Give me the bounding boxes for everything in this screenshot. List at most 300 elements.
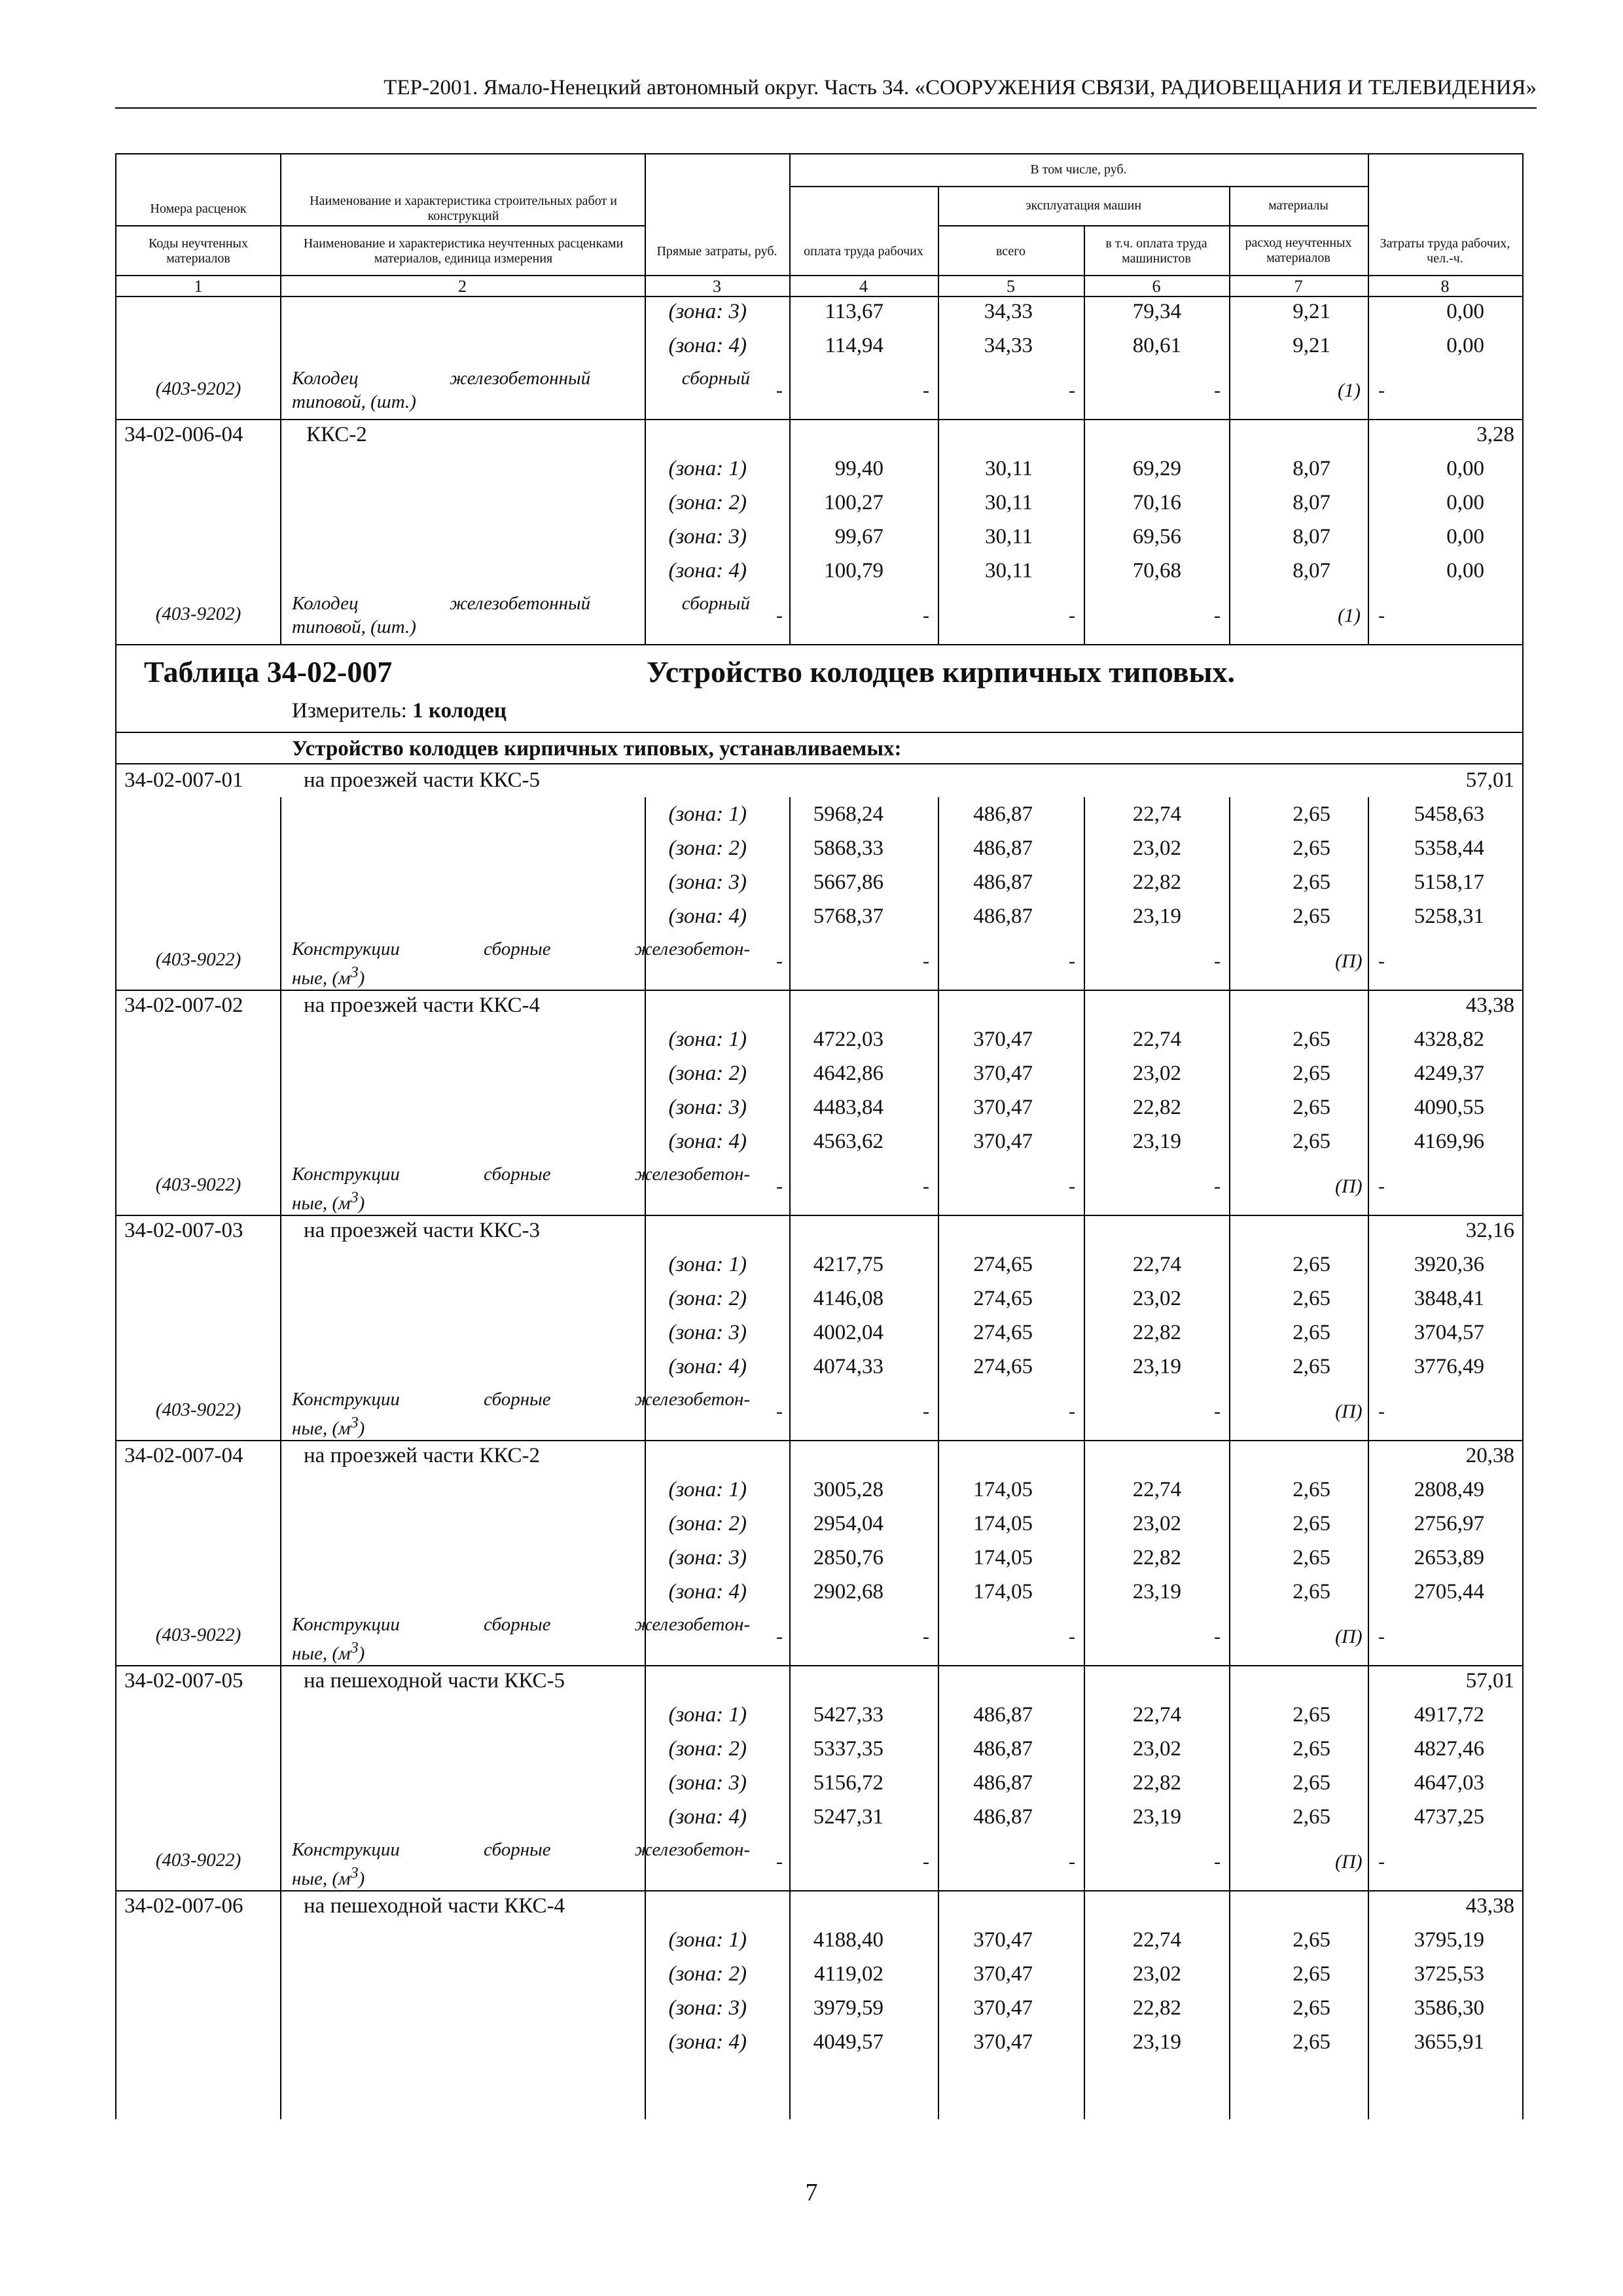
rate-code: 34-02-007-02 <box>124 994 243 1017</box>
machine-total: 22,82 <box>1132 1546 1181 1570</box>
machinist-wages: 2,65 <box>1293 1996 1330 2020</box>
table-row <box>116 991 1522 1025</box>
zone-label: (зона: 2) <box>668 1062 747 1085</box>
worker-wages: 274,65 <box>973 1253 1033 1276</box>
dash: - <box>776 380 783 401</box>
material-qty: (П) <box>1335 1851 1363 1873</box>
rate-code: 34-02-007-03 <box>124 1219 243 1242</box>
worker-wages: 174,05 <box>973 1512 1033 1535</box>
dash: - <box>776 1175 783 1197</box>
column-number: 6 <box>1152 277 1161 296</box>
machine-total: 23,19 <box>1132 1580 1181 1604</box>
machinist-wages: 2,65 <box>1293 1355 1330 1378</box>
machine-total: 70,16 <box>1132 491 1181 514</box>
column-number: 4 <box>859 277 868 296</box>
table-row <box>116 868 1522 902</box>
direct-cost: 2902,68 <box>813 1580 883 1604</box>
direct-cost: 100,27 <box>824 491 883 514</box>
machine-total: 22,82 <box>1132 1321 1181 1344</box>
direct-cost: 4217,75 <box>813 1253 883 1276</box>
table-row <box>116 1892 1522 1926</box>
worker-wages: 370,47 <box>973 1028 1033 1051</box>
page-number: 7 <box>805 2179 818 2206</box>
machinist-wages: 2,65 <box>1293 870 1330 894</box>
table-row <box>116 1734 1522 1768</box>
machine-total: 23,02 <box>1132 1512 1181 1535</box>
table-row <box>116 1509 1522 1543</box>
machine-total: 23,19 <box>1132 1805 1181 1829</box>
materials-cost: 5358,44 <box>1414 836 1484 860</box>
machinist-wages: 2,65 <box>1293 1253 1330 1276</box>
materials-cost: 2705,44 <box>1414 1580 1484 1604</box>
worker-wages: 486,87 <box>973 1737 1033 1761</box>
zone-label: (зона: 4) <box>668 1580 747 1604</box>
column-number: 7 <box>1294 277 1303 296</box>
dash: - <box>776 950 783 972</box>
table-row <box>116 488 1522 522</box>
material-row <box>116 590 1522 643</box>
machinist-wages: 2,65 <box>1293 1703 1330 1727</box>
material-qty: (П) <box>1335 950 1363 972</box>
material-row <box>116 1386 1522 1439</box>
running-header: ТЕР-2001. Ямало-Ненецкий автономный округ. Часть 34. «СООРУЖЕНИЯ СВЯЗИ, РАДИОВЕЩАНИЯ И ТЕЛЕВИДЕНИЯ» <box>115 73 1537 109</box>
direct-cost: 4146,08 <box>813 1287 883 1310</box>
zone-label: (зона: 2) <box>668 836 747 860</box>
dash: - <box>1069 1175 1075 1197</box>
rate-code: 34-02-007-05 <box>124 1669 243 1693</box>
header-col5: всего <box>995 243 1026 259</box>
direct-cost: 2850,76 <box>813 1546 883 1570</box>
header-col6: в т.ч. оплата труда машинистов <box>1105 236 1207 266</box>
machine-total: 22,82 <box>1132 1096 1181 1119</box>
direct-cost: 4119,02 <box>813 1962 883 1986</box>
direct-cost: 5247,31 <box>813 1805 883 1829</box>
materials-cost: 3848,41 <box>1414 1287 1484 1310</box>
material-code: (403-9202) <box>155 603 241 624</box>
material-row <box>116 1837 1522 1889</box>
dash: - <box>1378 1851 1385 1873</box>
header-col1-bottom: Коды неучтенных материалов <box>149 236 248 266</box>
header-col4: оплата труда рабочих <box>804 243 923 259</box>
machine-total: 69,29 <box>1132 457 1181 480</box>
direct-cost: 5427,33 <box>813 1703 883 1727</box>
machinist-wages: 8,07 <box>1293 491 1330 514</box>
direct-cost: 3005,28 <box>813 1478 883 1501</box>
dash: - <box>923 1851 929 1873</box>
materials-cost: 5158,17 <box>1414 870 1484 894</box>
material-code: (403-9202) <box>155 378 241 399</box>
worker-wages: 486,87 <box>973 1771 1033 1795</box>
table-row <box>116 1666 1522 1700</box>
machine-total: 70,68 <box>1132 559 1181 583</box>
machinist-wages: 8,07 <box>1293 525 1330 548</box>
table-row <box>116 1803 1522 1837</box>
table-row <box>116 454 1522 488</box>
table-row <box>116 1441 1522 1475</box>
dash: - <box>776 1626 783 1647</box>
material-qty: (П) <box>1335 1626 1363 1647</box>
zone-label: (зона: 3) <box>668 870 747 894</box>
direct-cost: 4483,84 <box>813 1096 883 1119</box>
table-row <box>116 1475 1522 1509</box>
machine-total: 22,74 <box>1132 1478 1181 1501</box>
dash: - <box>923 1401 929 1422</box>
labor-cost: 20,38 <box>1465 1444 1514 1467</box>
machine-total: 23,19 <box>1132 905 1181 928</box>
dash: - <box>1214 1626 1221 1647</box>
machinist-wages: 8,07 <box>1293 457 1330 480</box>
machine-total: 80,61 <box>1132 334 1181 357</box>
machinist-wages: 2,65 <box>1293 802 1330 826</box>
dash: - <box>1069 1401 1075 1422</box>
labor-cost: 43,38 <box>1465 1894 1514 1918</box>
machinist-wages: 9,21 <box>1293 300 1330 323</box>
material-name: Конструкции сборные железобетон- ные, $(м^3)$ <box>292 1839 750 1890</box>
dash: - <box>776 1851 783 1873</box>
dash: - <box>1069 1626 1075 1647</box>
worker-wages: 34,33 <box>984 334 1033 357</box>
table-row <box>116 1960 1522 1994</box>
machine-total: 22,74 <box>1132 802 1181 826</box>
column-number: 5 <box>1007 277 1015 296</box>
direct-cost: 5337,35 <box>813 1737 883 1761</box>
material-code: (403-9022) <box>155 949 241 970</box>
direct-cost: 5667,86 <box>813 870 883 894</box>
worker-wages: 486,87 <box>973 802 1033 826</box>
header-machines: эксплуатация машин <box>1025 198 1142 213</box>
material-code: (403-9022) <box>155 1624 241 1645</box>
machine-total: 22,74 <box>1132 1253 1181 1276</box>
materials-cost: 3586,30 <box>1414 1996 1484 2020</box>
labor-cost: 57,01 <box>1465 1669 1514 1693</box>
zone-label: (зона: 1) <box>668 802 747 826</box>
table-row <box>116 2028 1522 2062</box>
direct-cost: 4188,40 <box>813 1928 883 1952</box>
machinist-wages: 2,65 <box>1293 1321 1330 1344</box>
dash: - <box>1378 380 1385 401</box>
materials-cost: 3704,57 <box>1414 1321 1484 1344</box>
direct-cost: 100,79 <box>824 559 883 583</box>
direct-cost: 4002,04 <box>813 1321 883 1344</box>
column-number: 3 <box>713 277 721 296</box>
dash: - <box>776 1401 783 1422</box>
material-name: Конструкции сборные железобетон- ные, $(м^3)$ <box>292 1614 750 1664</box>
worker-wages: 370,47 <box>973 1996 1033 2020</box>
worker-wages: 370,47 <box>973 1962 1033 1986</box>
dash: - <box>1214 605 1221 626</box>
dash: - <box>923 950 929 972</box>
table-row <box>116 834 1522 868</box>
machinist-wages: 2,65 <box>1293 836 1330 860</box>
material-qty: (1) <box>1338 380 1361 401</box>
rate-code: 34-02-006-04 <box>124 423 243 446</box>
materials-cost: 3920,36 <box>1414 1253 1484 1276</box>
worker-wages: 486,87 <box>973 870 1033 894</box>
table-row <box>116 800 1522 834</box>
table-title: Устройство колодцев кирпичных типовых. <box>647 655 1235 689</box>
materials-cost: 4090,55 <box>1414 1096 1484 1119</box>
machine-total: 22,74 <box>1132 1028 1181 1051</box>
direct-cost: 99,67 <box>834 525 883 548</box>
price-table <box>115 153 1521 2119</box>
work-title: на проезжей части ККС-3 <box>304 1219 540 1242</box>
machine-total: 22,74 <box>1132 1703 1181 1727</box>
materials-cost: 3725,53 <box>1414 1962 1484 1986</box>
machine-total: 22,82 <box>1132 1771 1181 1795</box>
direct-cost: 5868,33 <box>813 836 883 860</box>
table-subtitle: Устройство колодцев кирпичных типовых, устанавливаемых: <box>292 737 902 761</box>
table-row <box>116 1059 1522 1093</box>
machine-total: 69,56 <box>1132 525 1181 548</box>
header-col8: Затраты труда рабочих, чел.-ч. <box>1380 236 1510 266</box>
direct-cost: 114,94 <box>825 334 883 357</box>
zone-label: (зона: 3) <box>668 1546 747 1570</box>
table-row <box>116 1700 1522 1734</box>
table-row <box>116 331 1522 365</box>
materials-cost: 4827,46 <box>1414 1737 1484 1761</box>
materials-cost: 4169,96 <box>1414 1130 1484 1153</box>
dash: - <box>1214 1851 1221 1873</box>
machinist-wages: 2,65 <box>1293 1478 1330 1501</box>
material-qty: (1) <box>1338 605 1361 626</box>
dash: - <box>923 605 929 626</box>
machinist-wages: 2,65 <box>1293 1287 1330 1310</box>
dash: - <box>1069 380 1075 401</box>
table-row <box>116 1127 1522 1161</box>
direct-cost: 4049,57 <box>813 2030 883 2054</box>
worker-wages: 486,87 <box>973 836 1033 860</box>
worker-wages: 370,47 <box>973 2030 1033 2054</box>
worker-wages: 370,47 <box>973 1130 1033 1153</box>
materials-cost: 0,00 <box>1446 559 1484 583</box>
dash: - <box>923 1626 929 1647</box>
labor-cost: 43,38 <box>1465 994 1514 1017</box>
zone-label: (зона: 4) <box>668 334 747 357</box>
table-row <box>116 1768 1522 1803</box>
table-body <box>115 297 1524 2119</box>
zone-label: (зона: 1) <box>668 1028 747 1051</box>
materials-cost: 2756,97 <box>1414 1512 1484 1535</box>
worker-wages: 274,65 <box>973 1321 1033 1344</box>
header-col1-top: Номера расценок <box>150 201 247 216</box>
header-col7: расход неучтенных материалов <box>1245 236 1352 265</box>
column-number: 1 <box>194 277 203 296</box>
machinist-wages: 9,21 <box>1293 334 1330 357</box>
machine-total: 23,02 <box>1132 1062 1181 1085</box>
material-code: (403-9022) <box>155 1399 241 1420</box>
dash: - <box>1378 1175 1385 1197</box>
table-row <box>116 1994 1522 2028</box>
worker-wages: 274,65 <box>973 1355 1033 1378</box>
machinist-wages: 2,65 <box>1293 1512 1330 1535</box>
work-title: на пешеходной части ККС-4 <box>304 1894 565 1918</box>
machine-total: 23,02 <box>1132 836 1181 860</box>
zone-label: (зона: 4) <box>668 559 747 583</box>
table-row <box>116 297 1522 331</box>
machine-total: 79,34 <box>1132 300 1181 323</box>
worker-wages: 486,87 <box>973 905 1033 928</box>
labor-cost: 57,01 <box>1465 768 1514 792</box>
machinist-wages: 8,07 <box>1293 559 1330 583</box>
machine-total: 23,02 <box>1132 1287 1181 1310</box>
machinist-wages: 2,65 <box>1293 1028 1330 1051</box>
zone-label: (зона: 4) <box>668 905 747 928</box>
machinist-wages: 2,65 <box>1293 1130 1330 1153</box>
machine-total: 23,19 <box>1132 2030 1181 2054</box>
material-name: Конструкции сборные железобетон- ные, $(м^3)$ <box>292 1164 750 1214</box>
zone-label: (зона: 2) <box>668 1512 747 1535</box>
direct-cost: 4722,03 <box>813 1028 883 1051</box>
machinist-wages: 2,65 <box>1293 1062 1330 1085</box>
machine-total: 23,02 <box>1132 1962 1181 1986</box>
dash: - <box>1069 605 1075 626</box>
rate-code: 34-02-007-04 <box>124 1444 243 1467</box>
machinist-wages: 2,65 <box>1293 1771 1330 1795</box>
worker-wages: 30,11 <box>984 525 1033 548</box>
machine-total: 22,74 <box>1132 1928 1181 1952</box>
work-title: на проезжей части ККС-5 <box>304 768 540 792</box>
dash: - <box>1214 1175 1221 1197</box>
header-col2-bottom: Наименование и характеристика неучтенных расценками материалов, единица измерения <box>303 236 624 266</box>
column-number: 2 <box>458 277 467 296</box>
table-row <box>116 1318 1522 1352</box>
table-row <box>116 1352 1522 1386</box>
machinist-wages: 2,65 <box>1293 2030 1330 2054</box>
machinist-wages: 2,65 <box>1293 1737 1330 1761</box>
worker-wages: 370,47 <box>973 1928 1033 1952</box>
materials-cost: 5258,31 <box>1414 905 1484 928</box>
table-row <box>116 420 1522 454</box>
table-row <box>116 556 1522 590</box>
zone-label: (зона: 1) <box>668 1703 747 1727</box>
materials-cost: 3655,91 <box>1414 2030 1484 2054</box>
direct-cost: 5968,24 <box>813 802 883 826</box>
dash: - <box>1378 1401 1385 1422</box>
worker-wages: 370,47 <box>973 1062 1033 1085</box>
material-qty: (П) <box>1335 1175 1363 1197</box>
work-title: на проезжей части ККС-2 <box>304 1444 540 1467</box>
direct-cost: 5768,37 <box>813 905 883 928</box>
worker-wages: 174,05 <box>973 1546 1033 1570</box>
machine-total: 23,02 <box>1132 1737 1181 1761</box>
materials-cost: 4328,82 <box>1414 1028 1484 1051</box>
machinist-wages: 2,65 <box>1293 1805 1330 1829</box>
direct-cost: 4074,33 <box>813 1355 883 1378</box>
table-header <box>115 153 1524 297</box>
direct-cost: 5156,72 <box>813 1771 883 1795</box>
work-title: ККС-2 <box>306 423 367 446</box>
zone-label: (зона: 4) <box>668 1355 747 1378</box>
dash: - <box>1378 1626 1385 1647</box>
table-row <box>116 1543 1522 1577</box>
material-row <box>116 1161 1522 1213</box>
worker-wages: 30,11 <box>984 559 1033 583</box>
header-incl: В том числе, руб. <box>1030 162 1127 177</box>
machinist-wages: 2,65 <box>1293 905 1330 928</box>
zone-label: (зона: 4) <box>668 1805 747 1829</box>
zone-label: (зона: 3) <box>668 1096 747 1119</box>
dash: - <box>1378 950 1385 972</box>
materials-cost: 5458,63 <box>1414 802 1484 826</box>
material-name: Конструкции сборные железобетон- ные, $(м^3)$ <box>292 1389 750 1439</box>
worker-wages: 370,47 <box>973 1096 1033 1119</box>
dash: - <box>776 605 783 626</box>
worker-wages: 34,33 <box>984 300 1033 323</box>
labor-cost: 32,16 <box>1465 1219 1514 1242</box>
materials-cost: 3776,49 <box>1414 1355 1484 1378</box>
header-col3: Прямые затраты, руб. <box>656 243 777 259</box>
zone-label: (зона: 3) <box>668 300 747 323</box>
table-row <box>116 902 1522 936</box>
table-row <box>116 522 1522 556</box>
worker-wages: 174,05 <box>973 1478 1033 1501</box>
machine-total: 23,19 <box>1132 1355 1181 1378</box>
zone-label: (зона: 1) <box>668 1253 747 1276</box>
table-row <box>116 1250 1522 1284</box>
work-title: на пешеходной части ККС-5 <box>304 1669 565 1693</box>
dash: - <box>923 380 929 401</box>
direct-cost: 2954,04 <box>813 1512 883 1535</box>
table-row <box>116 1025 1522 1059</box>
table-row <box>116 1284 1522 1318</box>
table-label: Таблица 34-02-007 <box>144 655 393 689</box>
rate-code: 34-02-007-06 <box>124 1894 243 1918</box>
material-name: Конструкции сборные железобетон- ные, $(м^3)$ <box>292 939 750 989</box>
zone-label: (зона: 2) <box>668 1737 747 1761</box>
rate-code: 34-02-007-01 <box>124 768 243 792</box>
worker-wages: 274,65 <box>973 1287 1033 1310</box>
dash: - <box>1378 605 1385 626</box>
worker-wages: 486,87 <box>973 1805 1033 1829</box>
zone-label: (зона: 3) <box>668 1771 747 1795</box>
materials-cost: 0,00 <box>1446 525 1484 548</box>
machinist-wages: 2,65 <box>1293 1096 1330 1119</box>
machine-total: 22,82 <box>1132 870 1181 894</box>
materials-cost: 4647,03 <box>1414 1771 1484 1795</box>
materials-cost: 2653,89 <box>1414 1546 1484 1570</box>
materials-cost: 4917,72 <box>1414 1703 1484 1727</box>
table-row <box>116 1577 1522 1611</box>
table-measure: Измеритель: 1 колодец <box>292 699 507 723</box>
worker-wages: 30,11 <box>984 491 1033 514</box>
zone-label: (зона: 3) <box>668 525 747 548</box>
header-col2-top: Наименование и характеристика строительных работ и конструкций <box>310 194 617 223</box>
zone-label: (зона: 4) <box>668 1130 747 1153</box>
materials-cost: 0,00 <box>1446 491 1484 514</box>
table-row <box>116 1926 1522 1960</box>
table-row <box>116 1093 1522 1127</box>
machine-total: 23,19 <box>1132 1130 1181 1153</box>
worker-wages: 486,87 <box>973 1703 1033 1727</box>
material-name: Колодец железобетонный сборный типовой, (шт.) <box>292 368 750 412</box>
materials-cost: 3795,19 <box>1414 1928 1484 1952</box>
material-name: Колодец железобетонный сборный типовой, (шт.) <box>292 593 750 637</box>
materials-cost: 4249,37 <box>1414 1062 1484 1085</box>
materials-cost: 4737,25 <box>1414 1805 1484 1829</box>
material-code: (403-9022) <box>155 1850 241 1871</box>
header-materials: материалы <box>1268 198 1329 213</box>
zone-label: (зона: 1) <box>668 457 747 480</box>
direct-cost: 113,67 <box>825 300 883 323</box>
worker-wages: 30,11 <box>984 457 1033 480</box>
zone-label: (зона: 1) <box>668 1928 747 1952</box>
zone-label: (зона: 2) <box>668 1962 747 1986</box>
material-row <box>116 936 1522 988</box>
zone-label: (зона: 4) <box>668 2030 747 2054</box>
dash: - <box>1214 1401 1221 1422</box>
dash: - <box>1069 950 1075 972</box>
materials-cost: 0,00 <box>1446 334 1484 357</box>
